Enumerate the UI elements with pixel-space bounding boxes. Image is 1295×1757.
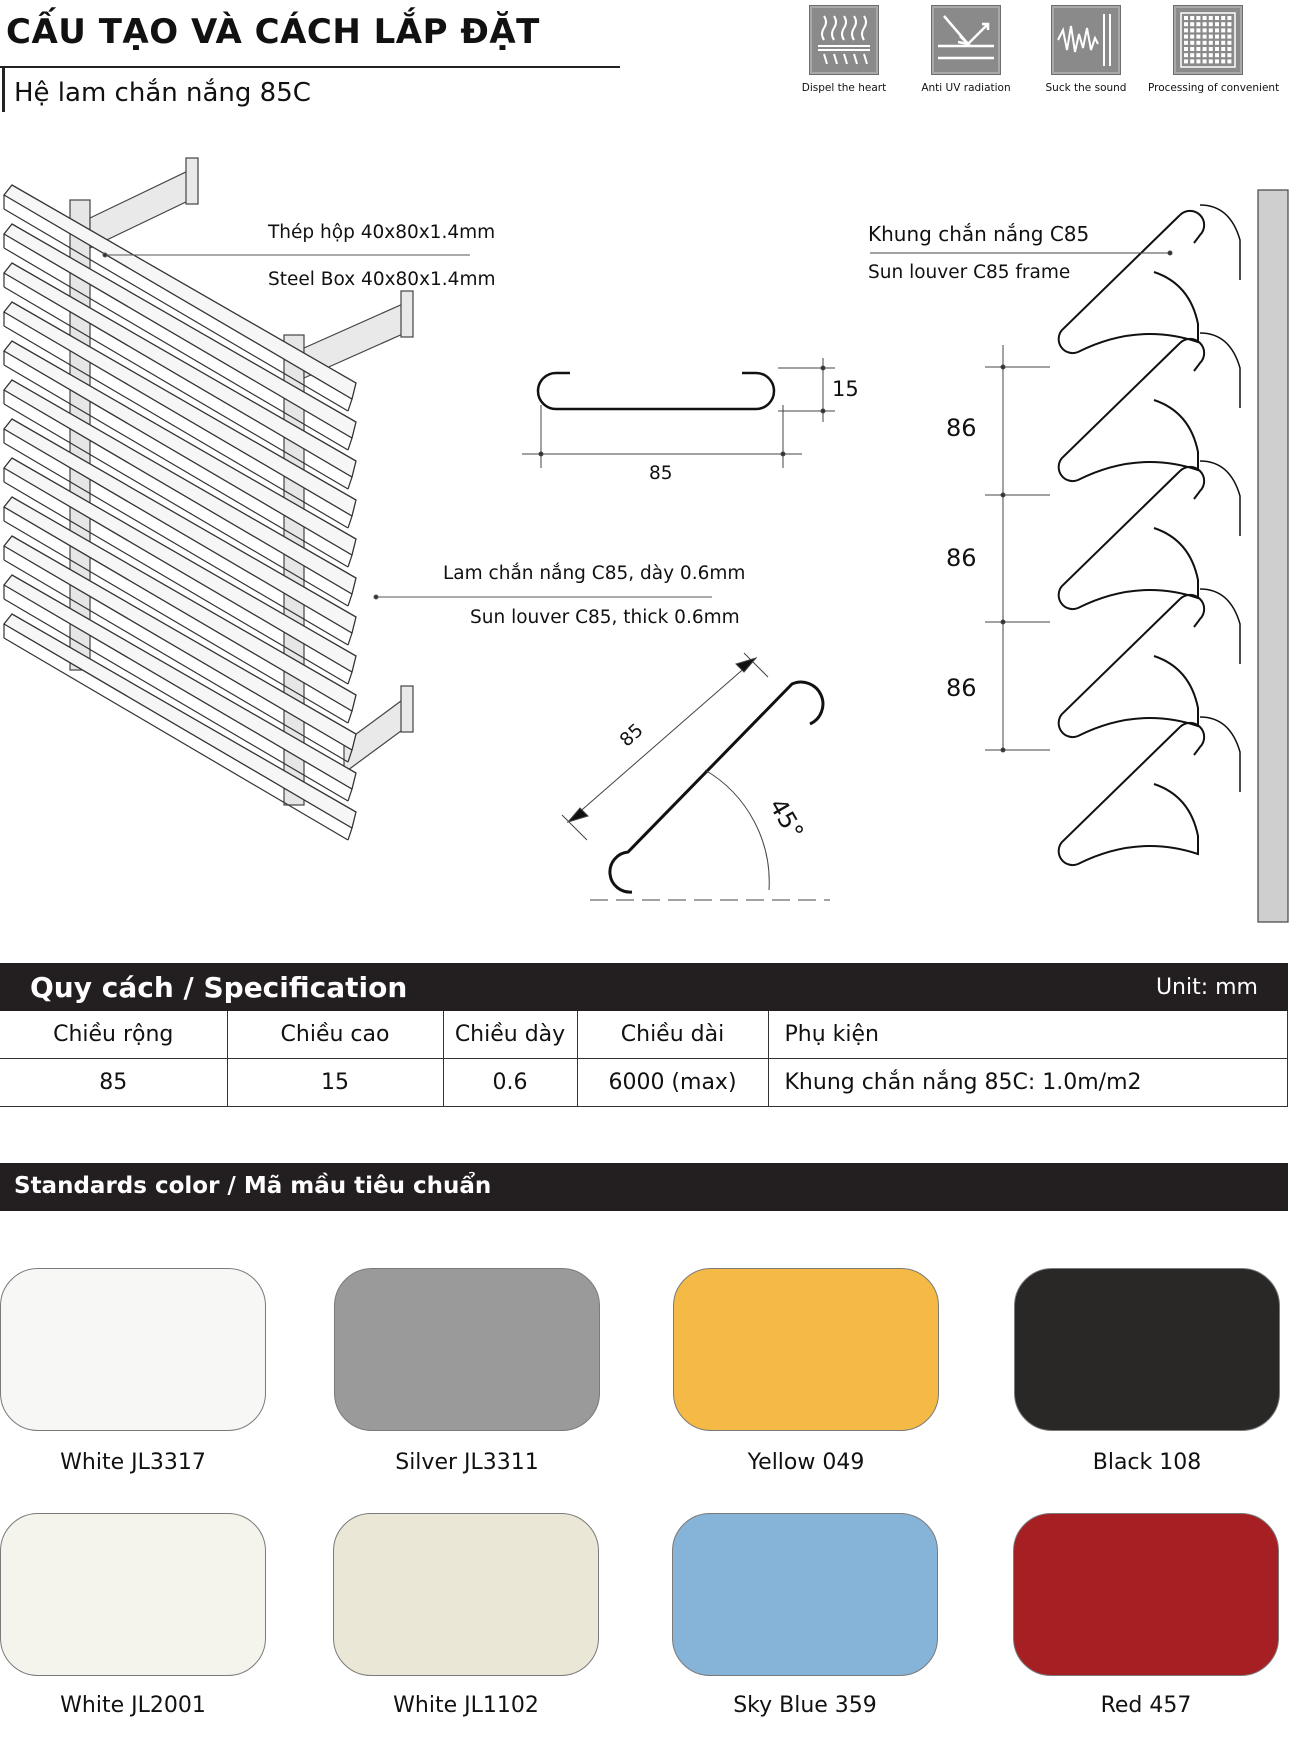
spec-col-header: Chiều dài <box>577 1011 768 1059</box>
color-swatch-white-jl1102 <box>333 1513 599 1676</box>
spec-header-row <box>0 1011 1288 1059</box>
spec-table <box>0 1011 1288 1107</box>
feature-label: Dispel the heart <box>801 82 887 94</box>
color-name: Black 108 <box>1092 1450 1202 1475</box>
sound-absorb-icon <box>1051 5 1121 75</box>
subtitle-accent-bar <box>2 68 5 112</box>
spec-header <box>0 963 1288 1011</box>
angle-label: 45° <box>763 793 810 845</box>
color-name: Silver JL3311 <box>395 1450 539 1475</box>
profile-width-label: 85 <box>649 463 673 484</box>
spacing-label-1: 86 <box>946 414 977 442</box>
louver-label-vi: Lam chắn nắng C85, dày 0.6mm <box>443 563 746 584</box>
louver-assembly <box>4 158 413 840</box>
feature-label: Anti UV radiation <box>921 82 1011 94</box>
spec-col-header: Chiều rộng <box>0 1011 227 1059</box>
frame-label-en: Sun louver C85 frame <box>868 262 1071 283</box>
feature-label: Processing of convenient <box>1148 82 1280 94</box>
color-header <box>0 1163 1288 1211</box>
side-frame <box>870 190 1288 922</box>
heat-dispel-icon <box>809 5 879 75</box>
color-swatch-white-jl3317 <box>0 1268 266 1431</box>
color-swatch-yellow-049 <box>673 1268 939 1431</box>
spec-value: 6000 (max) <box>577 1059 768 1107</box>
uv-shield-icon <box>931 5 1001 75</box>
color-swatch-white-jl2001 <box>0 1513 266 1676</box>
color-name: White JL3317 <box>60 1450 206 1475</box>
spacing-label-2: 86 <box>946 544 977 572</box>
color-swatch-red-457 <box>1013 1513 1279 1676</box>
louver-label-en: Sun louver C85, thick 0.6mm <box>470 607 740 628</box>
spec-col-header: Chiều dày <box>443 1011 577 1059</box>
angled-profile <box>562 653 830 900</box>
spec-title: Quy cách / Specification <box>30 971 408 1004</box>
steel-box-leader <box>103 253 470 257</box>
title-divider <box>0 66 620 68</box>
louver-leader <box>374 595 712 599</box>
installation-drawing <box>0 150 1295 940</box>
steel-box-label-vi: Thép hộp 40x80x1.4mm <box>268 222 496 243</box>
feature-sound <box>1026 5 1146 94</box>
feature-processing <box>1148 5 1280 94</box>
angled-length-label: 85 <box>615 719 648 752</box>
feature-label: Suck the sound <box>1045 82 1127 94</box>
steel-box-label-en: Steel Box 40x80x1.4mm <box>268 269 496 290</box>
profile-height-label: 15 <box>832 377 859 401</box>
profile-section <box>522 358 835 468</box>
spec-value-row <box>0 1059 1288 1107</box>
color-name: Yellow 049 <box>747 1450 865 1475</box>
page-subtitle: Hệ lam chắn nắng 85C <box>14 78 311 108</box>
spec-value: 85 <box>0 1059 227 1107</box>
color-title: Standards color / Mã mầu tiêu chuẩn <box>14 1173 492 1199</box>
spec-col-header: Phụ kiện <box>768 1011 1288 1059</box>
color-swatch-black-108 <box>1014 1268 1280 1431</box>
spec-value: 0.6 <box>443 1059 577 1107</box>
page-title: CẤU TẠO VÀ CÁCH LẮP ĐẶT <box>6 12 540 52</box>
color-name: Red 457 <box>1100 1693 1192 1718</box>
color-name: Sky Blue 359 <box>733 1693 877 1718</box>
color-name: White JL1102 <box>393 1693 539 1718</box>
feature-heat <box>784 5 904 94</box>
color-name: White JL2001 <box>60 1693 206 1718</box>
frame-label-vi: Khung chắn nắng C85 <box>868 222 1090 246</box>
spec-col-header: Chiều cao <box>227 1011 443 1059</box>
spec-unit: Unit: mm <box>1155 975 1258 1000</box>
spec-value: Khung chắn nắng 85C: 1.0m/m2 <box>768 1059 1288 1107</box>
feature-uv <box>906 5 1026 94</box>
color-swatch-sky-blue-359 <box>672 1513 938 1676</box>
color-swatch-silver-jl3311 <box>334 1268 600 1431</box>
spacing-label-3: 86 <box>946 674 977 702</box>
spec-value: 15 <box>227 1059 443 1107</box>
grid-panel-icon <box>1173 5 1243 75</box>
